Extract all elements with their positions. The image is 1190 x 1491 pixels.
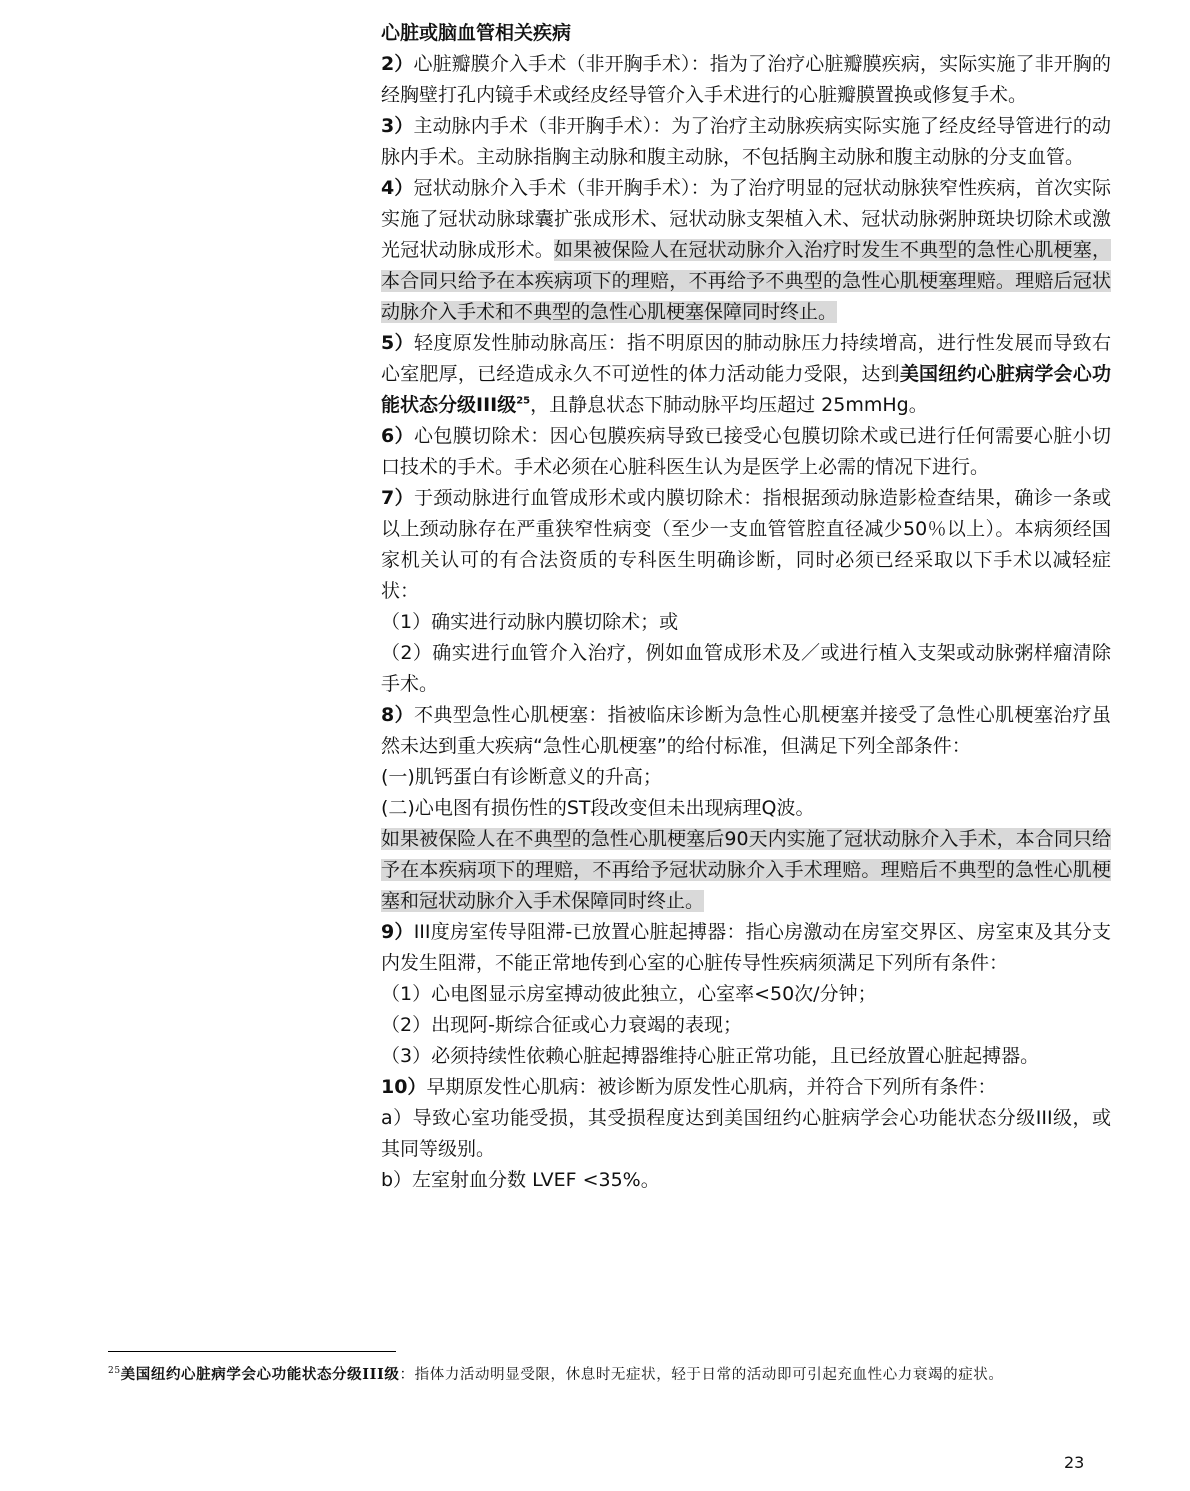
item-10 — [381, 1072, 1111, 1103]
item-number: 9） — [381, 921, 414, 943]
item-8-note — [381, 824, 1111, 917]
footnote-reference: 25 — [516, 395, 531, 407]
main-content — [381, 18, 1111, 1196]
footnote — [108, 1363, 1093, 1387]
item-9-sub-1: （1）心电图显示房室搏动彼此独立，心室率<50次/分钟； — [381, 983, 877, 1005]
item-7-sub-1: （1）确实进行动脉内膜切除术；或 — [381, 611, 679, 633]
item-text: 轻度原发性肺动脉高压：指不明原因的肺动脉压力持续增高，进行性发展而导致右心室肥厚，已经造成永久不可逆性的体力活动能力受限，达到 — [381, 332, 1111, 385]
item-9-sub-3: （3）必须持续性依赖心脏起搏器维持心脏正常功能，且已经放置心脏起搏器。 — [381, 1045, 1040, 1067]
item-6 — [381, 421, 1111, 483]
item-number: 2） — [381, 53, 414, 75]
item-text: 心包膜切除术：因心包膜疾病导致已接受心包膜切除术或已进行任何需要心脏小切口技术的手术。手术必须在心脏科医生认为是医学上必需的情况下进行。 — [381, 425, 1111, 478]
footnote-divider — [108, 1351, 396, 1352]
section-heading: 心脏或脑血管相关疾病 — [381, 22, 572, 44]
item-text-continued: ，且静息状态下肺动脉平均压超过 25mmHg。 — [530, 394, 928, 416]
page-number: 23 — [1064, 1453, 1085, 1472]
highlighted-text: 如果被保险人在不典型的急性心肌梗塞后90天内实施了冠状动脉介入手术，本合同只给予在本疾病项下的理赔，不再给予冠状动脉介入手术理赔。理赔后不典型的急性心肌梗塞和冠状动脉介入手术保障同时终止。 — [381, 828, 1111, 912]
bold-term: 美国纽约心脏病学会心功能状态分级III级 — [381, 363, 1111, 416]
item-text: 冠状动脉介入手术（非开胸手术）：为了治疗明显的冠状动脉狭窄性疾病，首次实际实施了冠状动脉球囊扩张成形术、冠状动脉支架植入术、冠状动脉粥肿斑块切除术或激光冠状动脉成形术。 — [381, 177, 1111, 261]
item-3 — [381, 111, 1111, 173]
item-text: 主动脉内手术（非开胸手术）：为了治疗主动脉疾病实际实施了经皮经导管进行的动脉内手术。主动脉指胸主动脉和腹主动脉，不包括胸主动脉和腹主动脉的分支血管。 — [381, 115, 1111, 168]
footnote-mark: 25 — [108, 1366, 121, 1377]
item-text: 不典型急性心肌梗塞：指被临床诊断为急性心肌梗塞并接受了急性心肌梗塞治疗虽然未达到重大疾病“急性心肌梗塞”的给付标准，但满足下列全部条件： — [381, 704, 1111, 757]
item-number: 5） — [381, 332, 414, 354]
footnote-text: ：指体力活动明显受限，休息时无症状，轻于日常的活动即可引起充血性心力衰竭的症状。 — [399, 1367, 1004, 1383]
item-8-sub-1: (一)肌钙蛋白有诊断意义的升高； — [381, 766, 662, 788]
item-text: 于颈动脉进行血管成形术或内膜切除术：指根据颈动脉造影检查结果，确诊一条或以上颈动脉存在严重狭窄性病变（至少一支血管管腔直径减少50％以上）。本病须经国家机关认可的有合法资质的专科医生明确诊断，同时必须已经采取以下手术以减轻症状： — [381, 487, 1111, 602]
item-text: III度房室传导阻滞-已放置心脏起搏器：指心房激动在房室交界区、房室束及其分支内发生阻滞，不能正常地传到心室的心脏传导性疾病须满足下列所有条件： — [381, 921, 1111, 974]
item-9 — [381, 917, 1111, 979]
item-5 — [381, 328, 1111, 421]
item-number: 10） — [381, 1076, 427, 1098]
item-8 — [381, 700, 1111, 762]
item-number: 6） — [381, 425, 414, 447]
item-2 — [381, 49, 1111, 111]
item-text: 早期原发性心肌病：被诊断为原发性心肌病，并符合下列所有条件： — [426, 1076, 997, 1098]
item-4 — [381, 173, 1111, 328]
item-7-sub-2: （2）确实进行血管介入治疗，例如血管成形术及／或进行植入支架或动脉粥样瘤清除手术。 — [381, 642, 1111, 695]
footnote-term: 美国纽约心脏病学会心功能状态分级III级 — [120, 1366, 400, 1383]
item-10-sub-a: a）导致心室功能受损，其受损程度达到美国纽约心脏病学会心功能状态分级III级，或其同等级别。 — [381, 1107, 1111, 1160]
item-9-sub-2: （2）出现阿-斯综合征或心力衰竭的表现； — [381, 1014, 742, 1036]
item-number: 4） — [381, 177, 414, 199]
item-7 — [381, 483, 1111, 607]
item-number: 3） — [381, 115, 414, 137]
item-text: 心脏瓣膜介入手术（非开胸手术）：指为了治疗心脏瓣膜疾病，实际实施了非开胸的经胸壁打孔内镜手术或经皮经导管介入手术进行的心脏瓣膜置换或修复手术。 — [381, 53, 1111, 106]
item-10-sub-b: b）左室射血分数 LVEF <35%。 — [381, 1169, 660, 1191]
item-number: 8） — [381, 704, 414, 726]
item-8-sub-2: (二)心电图有损伤性的ST段改变但未出现病理Q波。 — [381, 797, 815, 819]
highlighted-text: 如果被保险人在冠状动脉介入治疗时发生不典型的急性心肌梗塞，本合同只给予在本疾病项下的理赔，不再给予不典型的急性心肌梗塞理赔。理赔后冠状动脉介入手术和不典型的急性心肌梗塞保障同时终止。 — [381, 239, 1111, 323]
item-number: 7） — [381, 487, 414, 509]
